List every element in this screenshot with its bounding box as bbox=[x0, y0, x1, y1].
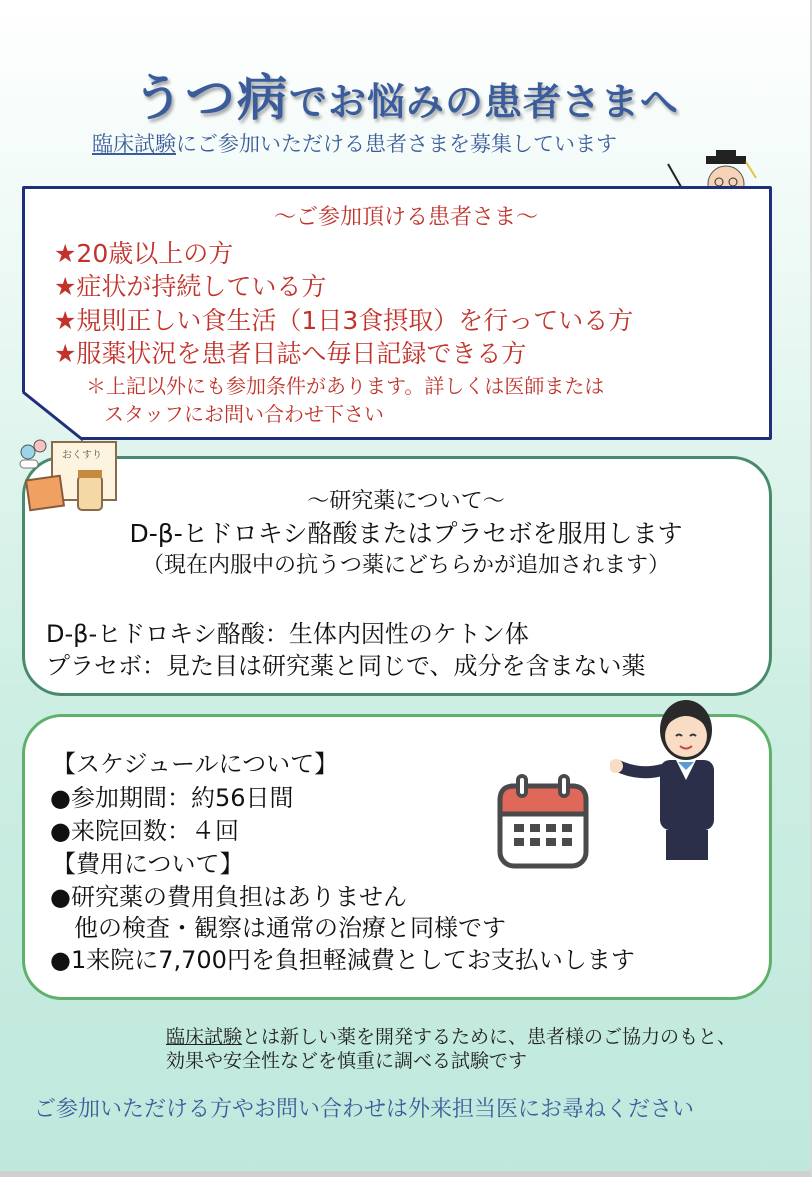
drug-heading: ～研究薬について～ bbox=[307, 489, 505, 514]
box-corner-cut bbox=[22, 392, 88, 442]
footnote-rest: とは新しい薬を開発するために、患者様のご協力のもと、 bbox=[242, 1026, 737, 1048]
eligibility-item: ★服薬状況を患者日誌へ毎日記録できる方 bbox=[54, 339, 527, 368]
placebo-definition: プラセボ：見た目は研究薬と同じで、成分を含まない薬 bbox=[46, 652, 646, 680]
cost-item: 他の検査・観察は通常の治療と同様です bbox=[50, 914, 506, 942]
cost-item: ●1来院に7,700円を負担軽減費としてお支払いします bbox=[50, 946, 635, 974]
title-rest: でお悩みの患者さまへ bbox=[288, 80, 679, 124]
subtitle-rest: にご参加いただける患者さまを募集しています bbox=[176, 132, 617, 156]
eligibility-item: ★症状が持続している方 bbox=[54, 272, 327, 301]
drug-paren: （現在内服中の抗うつ薬にどちらかが追加されます） bbox=[141, 553, 670, 578]
eligibility-item: ★20歳以上の方 bbox=[54, 239, 234, 268]
schedule-item: ●来院回数：４回 bbox=[50, 817, 239, 845]
drug-main: D-β-ヒドロキシ酪酸またはプラセボを服用します bbox=[129, 519, 683, 548]
schedule-item: ●参加期間：約56日間 bbox=[50, 784, 294, 812]
drug-definition: D-β-ヒドロキシ酪酸：生体内因性のケトン体 bbox=[46, 620, 529, 648]
footnote-line-1 bbox=[166, 1022, 736, 1049]
eligibility-item: ★規則正しい食生活（1日3食摂取）を行っている方 bbox=[54, 306, 634, 335]
cost-item: ●研究薬の費用負担はありません bbox=[50, 883, 407, 911]
receptionist-illustration bbox=[610, 696, 730, 866]
medicine-label: おくすり bbox=[62, 450, 102, 461]
schedule-heading: 【スケジュールについて】 bbox=[52, 750, 339, 778]
footnote-line-2: 効果や安全性などを慎重に調べる試験です bbox=[166, 1050, 528, 1072]
calendar-icon bbox=[496, 774, 590, 870]
title-main: うつ病 bbox=[132, 69, 289, 127]
eligibility-note: ＊上記以外にも参加条件があります。詳しくは医師または bbox=[86, 374, 605, 398]
page-title bbox=[0, 58, 812, 130]
subtitle-keyword: 臨床試験 bbox=[92, 132, 176, 156]
cost-heading: 【費用について】 bbox=[52, 850, 244, 878]
contact-info: ご参加いただける方やお問い合わせは外来担当医にお尋ねください bbox=[34, 1097, 695, 1122]
footnote-keyword: 臨床試験 bbox=[166, 1026, 243, 1048]
eligibility-note-2: スタッフにお問い合わせ下さい bbox=[104, 402, 384, 426]
eligibility-heading: ～ご参加頂ける患者さま～ bbox=[273, 205, 538, 230]
subtitle bbox=[92, 128, 617, 158]
